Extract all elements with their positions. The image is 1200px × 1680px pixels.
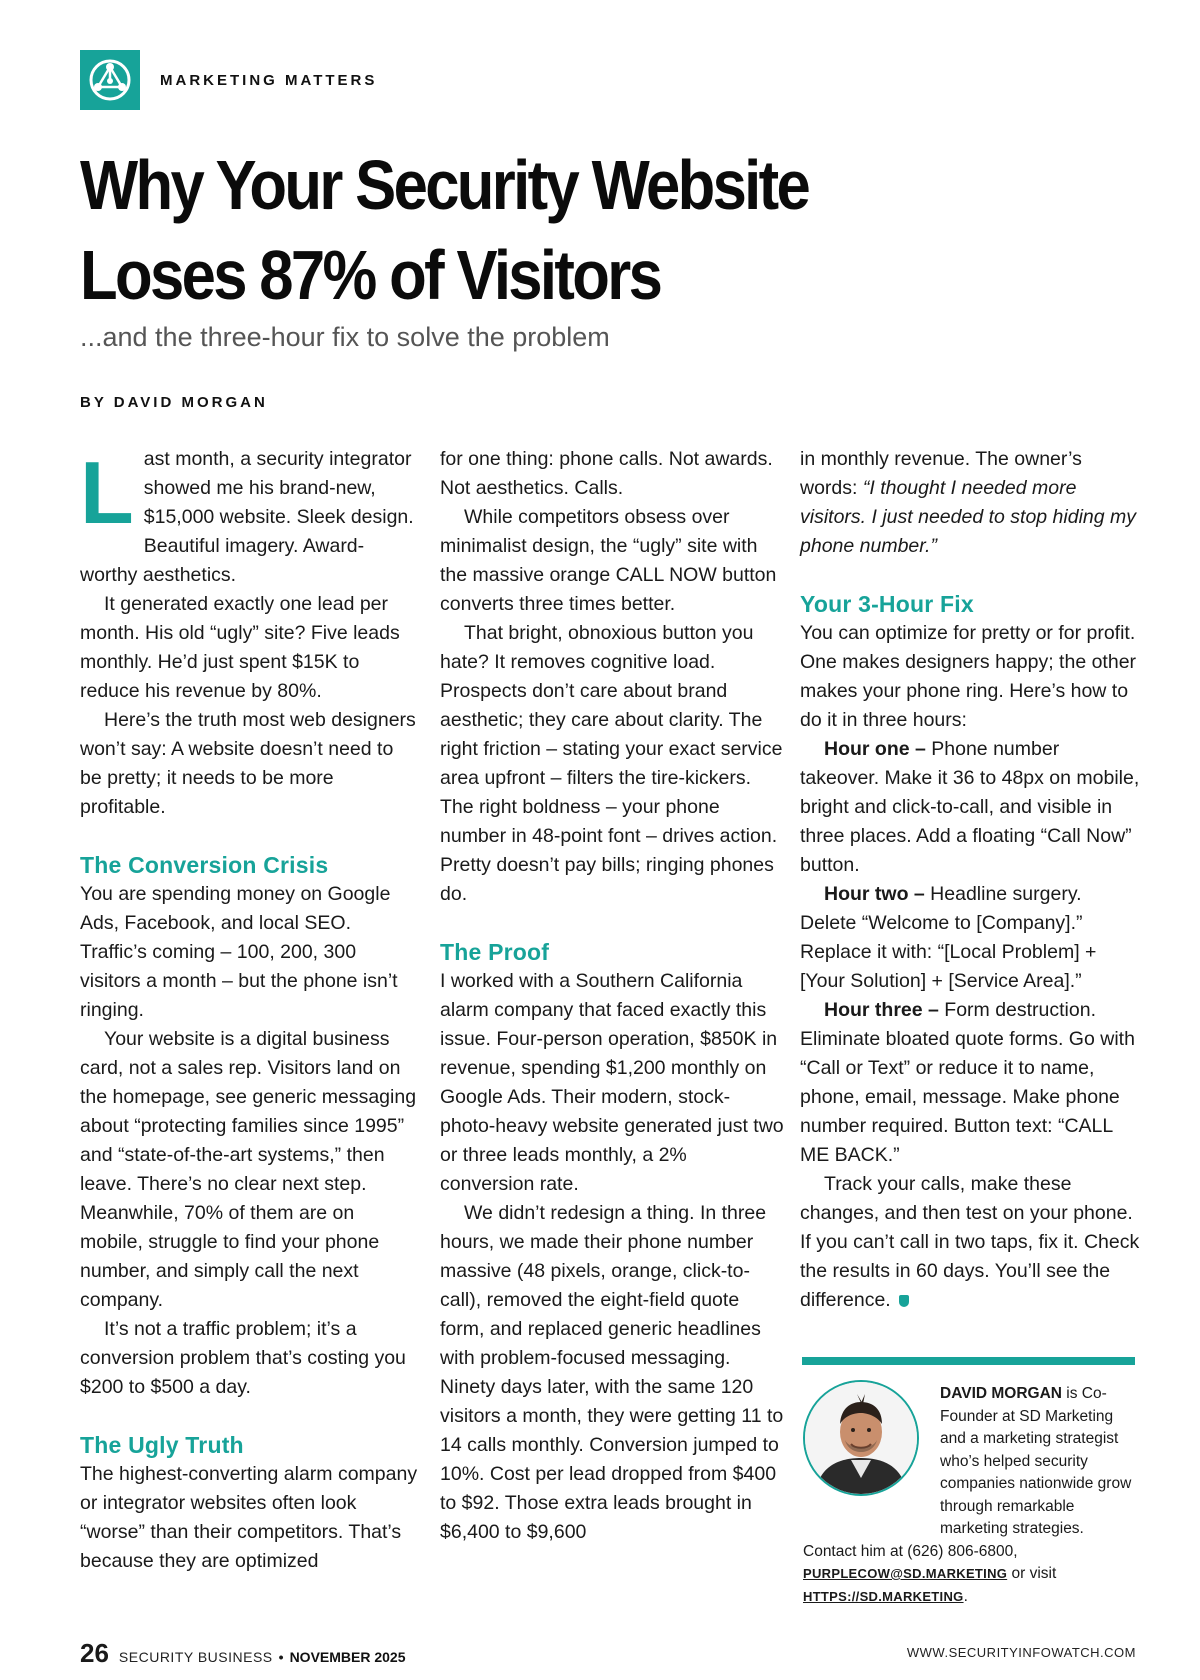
paragraph: I worked with a Southern California alarm company that faced exactly this issue. Four-person operation, $850K in revenue, spending $1,200 monthly on Google Ads. Their modern, stock-photo-heavy website generated just two or three leads monthly, a 2% conversion rate. [440, 970, 784, 1195]
article-headline [80, 140, 872, 320]
subhead-the-proof: The Proof [440, 939, 550, 965]
author-email-link[interactable]: PURPLECOW@SD.MARKETING [803, 1566, 1008, 1581]
paragraph-hour-three [800, 996, 1140, 1170]
subhead-three-hour-fix: Your 3-Hour Fix [800, 591, 974, 617]
subhead-conversion-crisis: The Conversion Crisis [80, 852, 329, 878]
run-in-head: Hour one – [824, 738, 926, 760]
headline-line-1: Why Your Security Website [80, 146, 809, 224]
paragraph: The highest-converting alarm company or integrator websites often look “worse” than their competitors. That’s because they are optimized [80, 1463, 418, 1572]
paragraph: Your website is a digital business card, not a sales rep. Visitors land on the homepage, see generic messaging about “protecting families since 1995” and “state-of-the-art systems,” then leave. There’s no clear next step. Meanwhile, 70% of them are on mobile, struggle to find your phone number, and simply call the next company. [80, 1028, 417, 1311]
run-in-head: Hour three – [824, 999, 939, 1021]
paragraph: It generated exactly one lead per month. His old “ugly” site? Five leads monthly. He’d just spent $15K to reduce his revenue by 80%. [80, 593, 400, 702]
paragraph-hour-one [800, 735, 1140, 880]
run-in-head: Hour two – [824, 883, 925, 905]
subhead-ugly-truth: The Ugly Truth [80, 1432, 244, 1458]
author-box-rule [802, 1357, 1135, 1365]
section-header [80, 50, 377, 110]
paragraph: That bright, obnoxious button you hate? It removes cognitive load. Prospects don’t care about brand aesthetic; they care about clarity. The right friction – stating your exact service area upfront – filters the tire-kickers. The right boldness – your phone number in 48-point font – drives action. Pretty doesn’t pay bills; ringing phones do. [440, 622, 783, 905]
page-number: 26 [80, 1638, 109, 1668]
footer-separator: • [278, 1649, 284, 1665]
author-website-link[interactable]: HTTPS://SD.MARKETING [803, 1588, 964, 1604]
paragraph-hour-two [800, 880, 1140, 996]
byline: BY DAVID MORGAN [80, 394, 268, 411]
paragraph [800, 445, 1140, 561]
paragraph [800, 1170, 1140, 1315]
paragraph: While competitors obsess over minimalist design, the “ugly” site with the massive orange CALL NOW button converts three times better. [440, 506, 777, 615]
article-column-2 [440, 445, 785, 1547]
author-bio-text: . [963, 1587, 968, 1605]
paragraph: You can optimize for pretty or for profit. One makes designers happy; the other makes your phone ring. Here’s how to do it in three hours: [800, 622, 1137, 731]
drop-cap: L [80, 443, 134, 542]
lead-text: ast month, a security integrator showed me his brand-new, $15,000 website. Sleek design. Beautiful imagery. Award-worthy aesthetics. [80, 448, 414, 586]
author-bio [803, 1383, 1138, 1608]
footer-url: WWW.SECURITYINFOWATCH.COM [906, 1645, 1136, 1660]
issue-date: NOVEMBER 2025 [289, 1649, 406, 1665]
paragraph: You are spending money on Google Ads, Facebook, and local SEO. Traffic’s coming – 100, 200, 300 visitors a month – but the phone isn’t ringing. [80, 883, 398, 1021]
headline-line-2: Loses 87% of Visitors [80, 236, 661, 314]
article-column-1 [80, 445, 420, 1576]
article-column-3 [800, 445, 1140, 1315]
paragraph-text: Headline surgery. Delete “Welcome to [Company].” Replace it with: “[Local Problem] + [Your Solution] + [Service Area].” [800, 883, 1097, 992]
owner-quote: “I thought I needed more visitors. I just needed to stop hiding my phone number.” [800, 477, 1137, 557]
article-subtitle: ...and the three-hour fix to solve the problem [80, 322, 610, 352]
paragraph: It’s not a traffic problem; it’s a conversion problem that’s costing you $200 to $500 a day. [80, 1318, 406, 1398]
photo-spacer [803, 1383, 940, 1531]
paragraph: We didn’t redesign a thing. In three hours, we made their phone number massive (48 pixels, orange, click-to-call), removed the eight-field quote form, and replaced generic headlines with problem-focused messaging. Ninety days later, with the same 120 visitors a month, they were getting 11 to 14 calls monthly. Conversion jumped to 10%. Cost per lead dropped from $400 to $92. Those extra leads brought in $6,400 to $9,600 [440, 1202, 784, 1543]
publication-name: SECURITY BUSINESS [118, 1649, 273, 1665]
paragraph-text: Phone number takeover. Make it 36 to 48px on mobile, bright and click-to-call, and visible in three places. Add a floating “Call Now” button. [800, 738, 1140, 876]
paragraph: for one thing: phone calls. Not awards. Not aesthetics. Calls. [440, 448, 773, 499]
paragraph-text: Track your calls, make these changes, and then test on your phone. If you can’t call in two taps, fix it. Check the results in 60 days. You’ll see the difference. [800, 1173, 1140, 1311]
author-bio-text: or visit [1007, 1565, 1057, 1582]
paragraph-text: in monthly revenue. The owner’s words: [800, 448, 1082, 499]
page-footer [80, 1638, 406, 1669]
author-bio-text: is Co-Founder at SD Marketing and a marketing strategist who’s helped security companies nationwide grow through remarkable marketing strategies. Contact him at (626) 806-6800, [803, 1385, 1132, 1560]
lead-paragraph [80, 445, 420, 590]
end-mark-icon [899, 1295, 909, 1307]
paragraph-text: Form destruction. Eliminate bloated quote forms. Go with “Call or Text” or reduce it to name, phone, email, message. Make phone number required. Button text: “CALL ME BACK.” [800, 999, 1135, 1166]
network-globe-icon [80, 50, 140, 110]
author-name: DAVID MORGAN [940, 1385, 1062, 1402]
paragraph: Here’s the truth most web designers won’t say: A website doesn’t need to be pretty; it needs to be more profitable. [80, 709, 416, 818]
section-label: MARKETING MATTERS [160, 71, 378, 89]
